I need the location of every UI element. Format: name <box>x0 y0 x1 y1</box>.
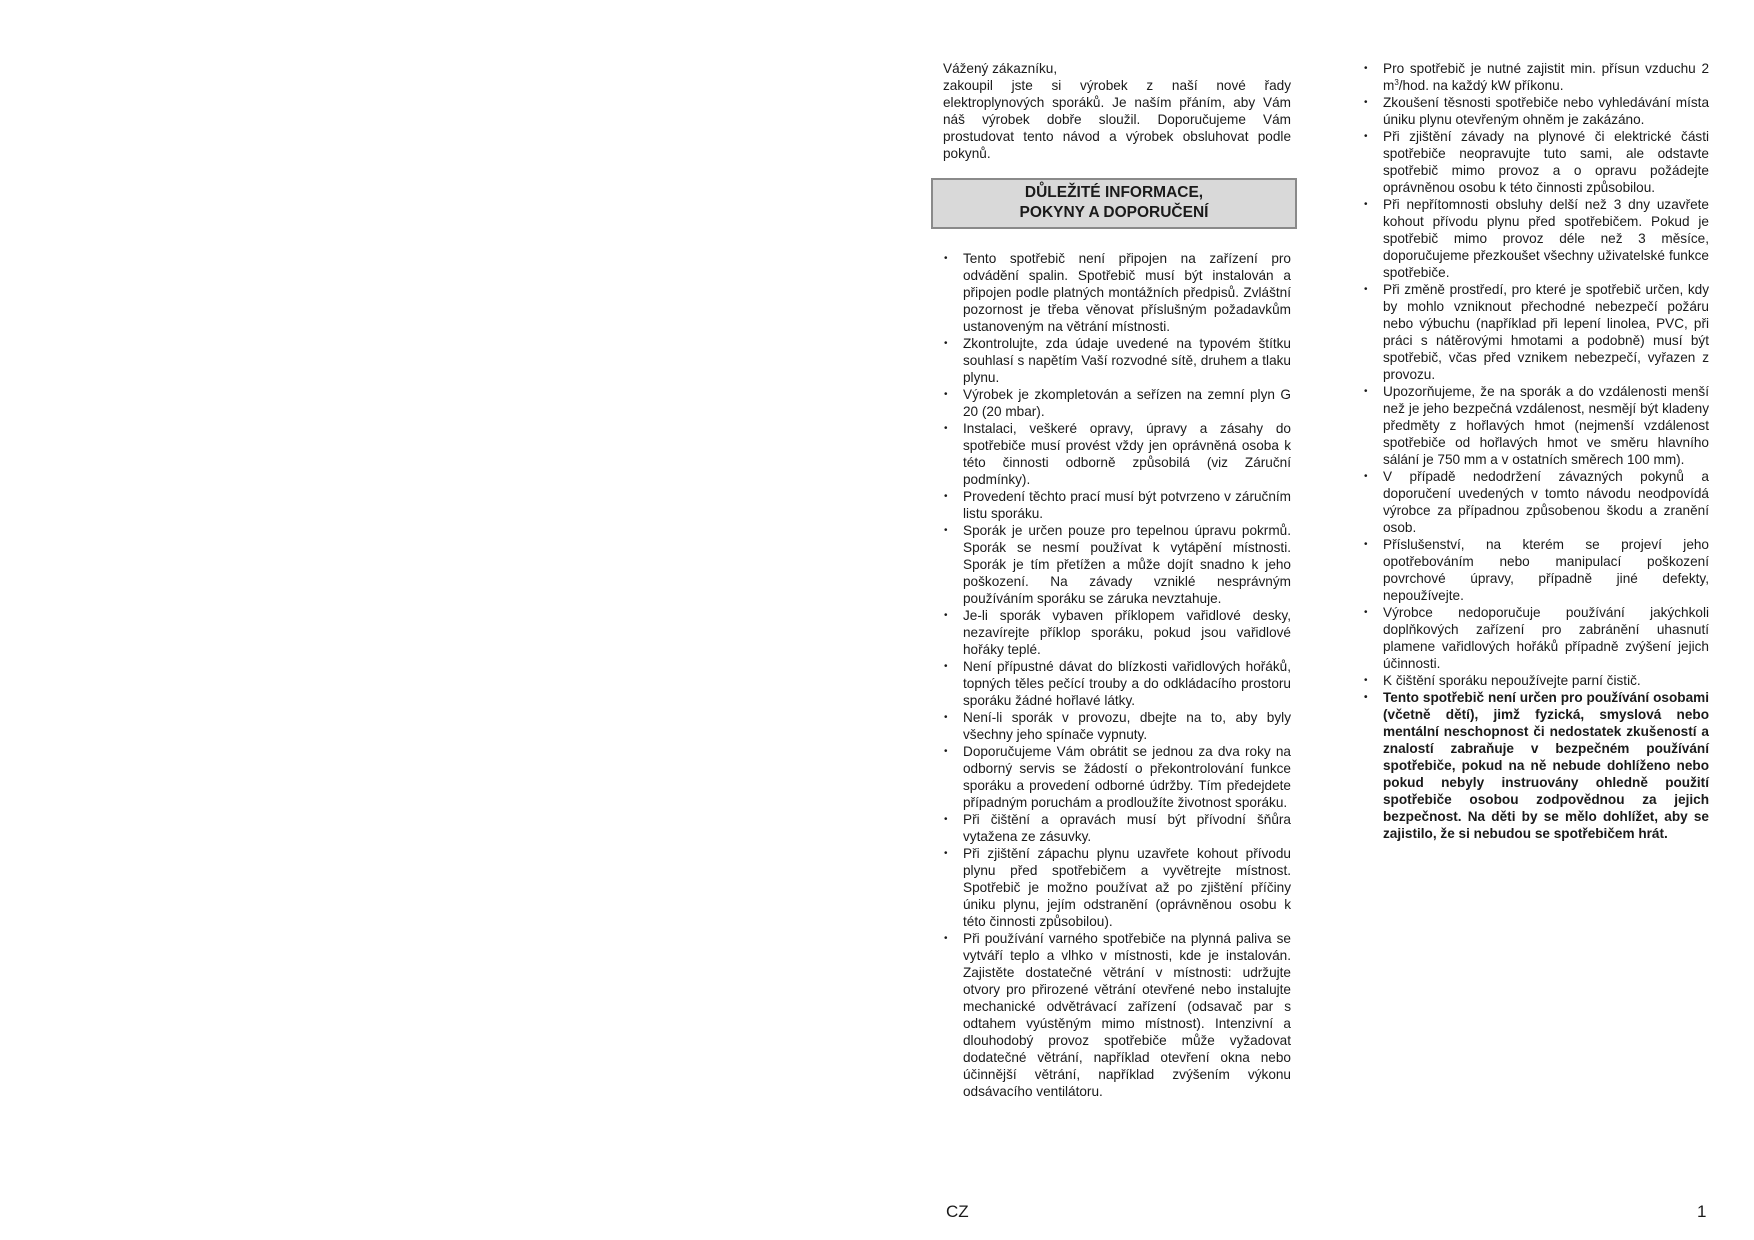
bullet-icon: • <box>1364 284 1368 295</box>
right-column <box>1363 60 1709 842</box>
bullet-icon: • <box>1364 199 1368 210</box>
left-column <box>943 60 1291 1100</box>
list-item-text: Není-li sporák v provozu, dbejte na to, aby byly všechny jeho spínače vypnuty. <box>963 710 1291 742</box>
list-item <box>1363 196 1709 281</box>
heading-line-2: POKYNY A DOPORUČENÍ <box>1019 204 1209 221</box>
list-item <box>1363 468 1709 536</box>
list-item-text: Při zjištění zápachu plynu uzavřete kohout přívodu plynu před spotřebičem a vyvětrejte místnost. Spotřebič je možno používat až po zjištění příčiny úniku plynu, jejím odstranění (oprávněnou osobu k této činnosti způsobilou). <box>963 846 1291 929</box>
warning-list-item <box>1363 689 1709 842</box>
list-item-text: Není přípustné dávat do blízkosti vařidlových hořáků, topných těles pečící trouby a do odkládacího prostoru sporáku žádné hořlavé látky. <box>963 659 1291 708</box>
list-item-text: Výrobek je zkompletován a seřízen na zemní plyn G 20 (20 mbar). <box>963 387 1291 419</box>
warning-text: Tento spotřebič není určen pro používání osobami (včetně dětí), jimž fyzická, smyslová nebo mentální neschopnost či nedostatek zkušeností a znalostí zabraňuje v bezpečném používání spotřebiče, pokud na ně nebude dohlíženo nebo pokud nebyly instruovány ohledně použití spotřebiče osobou zodpovědnou za jejich bezpečnost. Na děti by se mělo dohlížet, aby se zajistilo, že si nebudou se spotřebičem hrát. <box>1383 690 1709 841</box>
list-item-text: Upozorňujeme, že na sporák a do vzdálenosti menší než je jeho bezpečná vzdálenost, nesmějí být kladeny předměty z hořlavých hmot (nejmenší vzdálenost spotřebiče od hořlavých hmot ve směru hlavního sálání je 750 mm a v ostatních směrech 100 mm). <box>1383 384 1709 467</box>
bullet-icon: • <box>944 491 948 502</box>
list-item <box>1363 536 1709 604</box>
list-item <box>943 335 1291 386</box>
list-item-text: Při čištění a opravách musí být přívodní šňůra vytažena ze zásuvky. <box>963 812 1291 844</box>
intro-text: zakoupil jste si výrobek z naší nové řady elektroplynových sporáků. Je naším přáním, aby Vám náš výrobek dobře sloužil. Doporučujeme Vám prostudovat tento návod a výrobek obsluhovat podle pokynů. <box>943 78 1291 161</box>
list-item-text: Instalaci, veškeré opravy, úpravy a zásahy do spotřebiče musí provést vždy jen oprávněná osoba k této činnosti odborně způsobilá (viz Záruční podmínky). <box>963 421 1291 487</box>
bullet-icon: • <box>944 525 948 536</box>
list-item-text: Při používání varného spotřebiče na plynná paliva se vytváří teplo a vlhko v místnosti, kde je instalován. Zajistěte dostatečné větrání v místnosti: udržujte otvory pro přirozené větrání otevřené nebo instalujte mechanické odvětrávací zařízení (odsavač par s odtahem vyústěným mimo místnost). Intenzivní a dlouhodobý provoz spotřebiče může vyžadovat dodatečné větrání, například otevření okna nebo účinnější větrání, například zvýšením výkonu odsávacího ventilátoru. <box>963 931 1291 1099</box>
list-item-text: Při zjištění závady na plynové či elektrické části spotřebiče neopravujte tuto sami, ale odstavte spotřebič mimo provoz a o opravu požádejte oprávněnou osobu k této činnosti způsobilou. <box>1383 129 1709 195</box>
list-item <box>1363 672 1709 689</box>
list-item <box>943 930 1291 1100</box>
bullet-icon: • <box>1364 97 1368 108</box>
bullet-icon: • <box>1364 607 1368 618</box>
list-item <box>1363 128 1709 196</box>
list-item <box>943 811 1291 845</box>
list-item-text: V případě nedodržení závazných pokynů a doporučení uvedených v tomto návodu neodpovídá výrobce za případnou způsobenou škodu a zranění osob. <box>1383 469 1709 535</box>
bullet-icon: • <box>944 338 948 349</box>
list-item-text-part: Pro spotřebič je nutné zajistit min. přísun vzduchu 2 m <box>1383 61 1709 93</box>
list-item <box>943 250 1291 335</box>
bullet-icon: • <box>944 848 948 859</box>
superscript: 3 <box>1394 78 1399 87</box>
list-item <box>943 658 1291 709</box>
intro <box>943 60 1291 162</box>
list-item-text: K čištění sporáku nepoužívejte parní čistič. <box>1383 673 1641 688</box>
page-number: 1 <box>1697 1202 1707 1221</box>
list-item-text: Příslušenství, na kterém se projeví jeho opotřebováním nebo manipulací poškození povrchové úpravy, případně jiné defekty, nepoužívejte. <box>1383 537 1709 603</box>
list-item <box>1363 383 1709 468</box>
bullet-icon: • <box>944 610 948 621</box>
bullet-icon: • <box>1364 692 1368 703</box>
bullet-icon: • <box>944 933 948 944</box>
bullet-icon: • <box>944 661 948 672</box>
list-item-text: Doporučujeme Vám obrátit se jednou za dva roky na odborný servis se žádostí o překontrolování funkce sporáku a provedení odborné údržby. Tím předejdete případným poruchám a prodloužíte životnost sporáku. <box>963 744 1291 810</box>
bullet-icon: • <box>1364 539 1368 550</box>
list-item <box>1363 604 1709 672</box>
list-item <box>943 743 1291 811</box>
bullet-icon: • <box>944 712 948 723</box>
bullet-icon: • <box>944 423 948 434</box>
left-bullet-list <box>943 250 1291 1100</box>
list-item-text: Při změně prostředí, pro které je spotřebič určen, kdy by mohlo vzniknout přechodné nebezpečí požáru nebo výbuchu (například při lepení linolea, PVC, při práci s nátěrovými hmotami a podobně) musí být spotřebič, včas před vznikem nebezpečí, vyřazen z provozu. <box>1383 282 1709 382</box>
list-item-text: Výrobce nedoporučuje používání jakýchkoli doplňkových zařízení pro zabránění uhasnutí plamene vařidlových hořáků případně zvýšení jejich účinnosti. <box>1383 605 1709 671</box>
list-item <box>943 845 1291 930</box>
section-heading <box>931 178 1297 229</box>
bullet-icon: • <box>1364 386 1368 397</box>
list-item <box>943 386 1291 420</box>
bullet-icon: • <box>944 814 948 825</box>
list-item <box>1363 60 1709 94</box>
list-item-text: Zkoušení těsnosti spotřebiče nebo vyhledávání místa úniku plynu otevřeným ohněm je zakázáno. <box>1383 95 1709 127</box>
greeting: Vážený zákazníku, <box>943 61 1058 76</box>
list-item-text: Je-li sporák vybaven příklopem vařidlové desky, nezavírejte příklop sporáku, pokud jsou vařidlové hořáky teplé. <box>963 608 1291 657</box>
list-item-text: Tento spotřebič není připojen na zařízení pro odvádění spalin. Spotřebič musí být instalován a připojen podle platných montážních předpisů. Zvláštní pozornost je třeba věnovat příslušným požadavkům ustanoveným na větrání místnosti. <box>963 251 1291 334</box>
list-item-text: Při nepřítomnosti obsluhy delší než 3 dny uzavřete kohout přívodu plynu před spotřebičem. Pokud je spotřebič mimo provoz déle než 3 měsíce, doporučujeme přezkoušet všechny uživatelské funkce spotřebiče. <box>1383 197 1709 280</box>
bullet-icon: • <box>944 746 948 757</box>
footer-language-code: CZ <box>946 1202 969 1221</box>
bullet-icon: • <box>1364 131 1368 142</box>
heading-line-1: DŮLEŽITÉ INFORMACE, <box>1024 184 1204 201</box>
bullet-icon: • <box>1364 675 1368 686</box>
list-item <box>943 522 1291 607</box>
right-bullet-list <box>1363 60 1709 842</box>
bullet-icon: • <box>944 253 948 264</box>
bullet-icon: • <box>944 389 948 400</box>
list-item-text-part: /hod. na každý kW příkonu. <box>1398 78 1564 93</box>
bullet-icon: • <box>1364 471 1368 482</box>
list-item <box>943 709 1291 743</box>
list-item-text: Zkontrolujte, zda údaje uvedené na typovém štítku souhlasí s napětím Vaší rozvodné sítě, druhem a tlaku plynu. <box>963 336 1291 385</box>
list-item <box>1363 281 1709 383</box>
list-item <box>1363 94 1709 128</box>
list-item-text: Provedení těchto prací musí být potvrzeno v záručním listu sporáku. <box>963 489 1291 521</box>
list-item <box>943 607 1291 658</box>
list-item-text: Sporák je určen pouze pro tepelnou úpravu pokrmů. Sporák se nesmí používat k vytápění místnosti. Sporák je tím přetížen a může dojít snadno k jeho poškození. Na závady vzniklé nesprávným používáním sporáku se záruka nevztahuje. <box>963 523 1291 606</box>
bullet-icon: • <box>1364 63 1368 74</box>
list-item <box>943 488 1291 522</box>
list-item <box>943 420 1291 488</box>
